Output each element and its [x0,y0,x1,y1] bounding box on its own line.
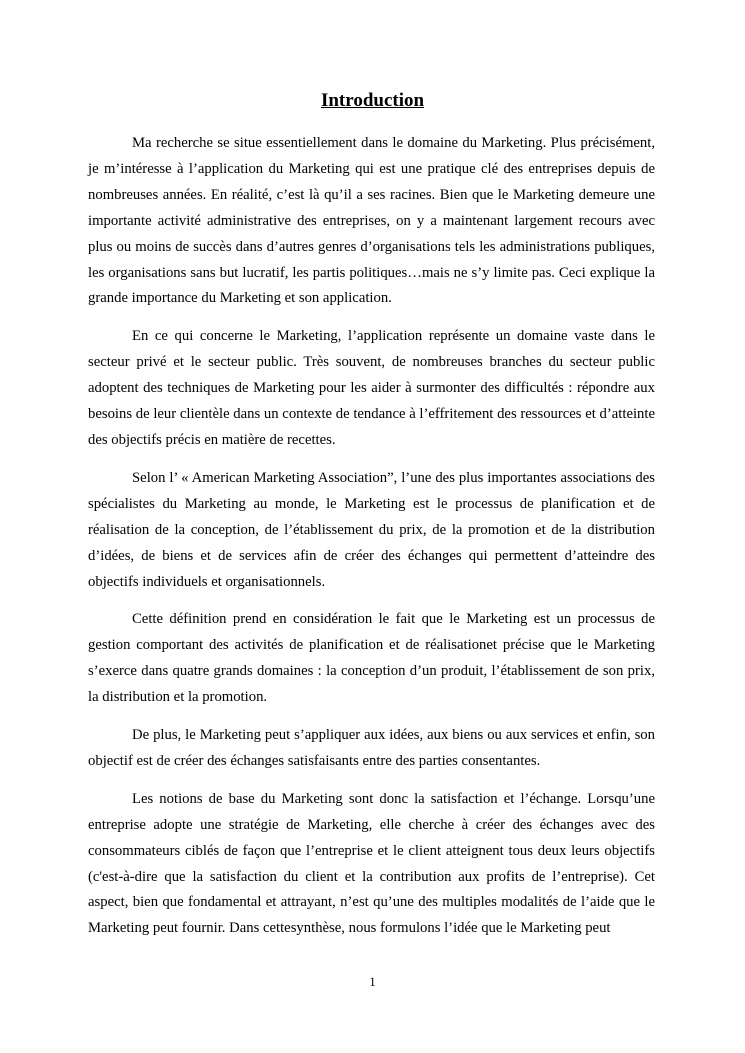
paragraph-4: Cette définition prend en considération le fait que le Marketing est un processus de gestion comportant des activités de planification et de réalisationet précise que le Marketing s’exerce dans quatre grands domaines : la conception d’un produit, l’établissement de son prix, la distribution et la promotion. [88,611,655,706]
document-body [88,131,655,954]
page-title: Introduction [320,90,425,111]
paragraph-3: Selon l’ « American Marketing Association”, l’une des plus importantes associations des spécialistes du Marketing au monde, le Marketing est le processus de planification et de réalisation de la conception, de l’établissement du prix, de la promotion et de la distribution d’idées, de biens et de services afin de créer des échanges qui permettent d’atteindre des objectifs individuels et organisationnels. [88,469,655,590]
paragraph-2: En ce qui concerne le Marketing, l’application représente un domaine vaste dans le secteur privé et le secteur public. Très souvent, de nombreuses branches du secteur public adoptent des techniques de Marketing pour les aider à surmonter des difficultés : répondre aux besoins de leur clientèle dans un contexte de tendance à l’effritement des ressources et d’atteinte des objectifs précis en matière de recettes. [88,328,655,448]
paragraph-6: Les notions de base du Marketing sont donc la satisfaction et l’échange. Lorsqu’une entreprise adopte une stratégie de Marketing, elle cherche à créer des échanges avec des consommateurs ciblés de façon que l’entreprise et le client atteignent tous deux leurs objectifs (c'est-à-dire que la satisfaction du client et la contribution aux profits de l’entreprise). Cet aspect, bien que fondamental et attrayant, n’est qu’une des multiples modalités de l’aide que le Marketing peut fournir. Dans cettesynthèse, nous formulons l’idée que le Marketing peut [88,790,655,937]
page-number: 1 [369,975,376,989]
paragraph-1: Ma recherche se situe essentiellement dans le domaine du Marketing. Plus précisément, je m’intéresse à l’application du Marketing qui est une pratique clé des entreprises depuis de nombreuses années. En réalité, c’est là qu’il a ses racines. Bien que le Marketing demeure une importante activité administrative des entreprises, on y a maintenant largement recours avec plus ou moins de succès dans d’autres genres d’organisations tels les administrations publiques, les organisations sans but lucratif, les partis politiques…mais ne s’y limite pas. Ceci explique la grande importance du Marketing et son application. [88,135,655,307]
paragraph-5: De plus, le Marketing peut s’appliquer aux idées, aux biens ou aux services et enfin, son objectif est de créer des échanges satisfaisants entre des parties consentantes. [88,727,655,769]
